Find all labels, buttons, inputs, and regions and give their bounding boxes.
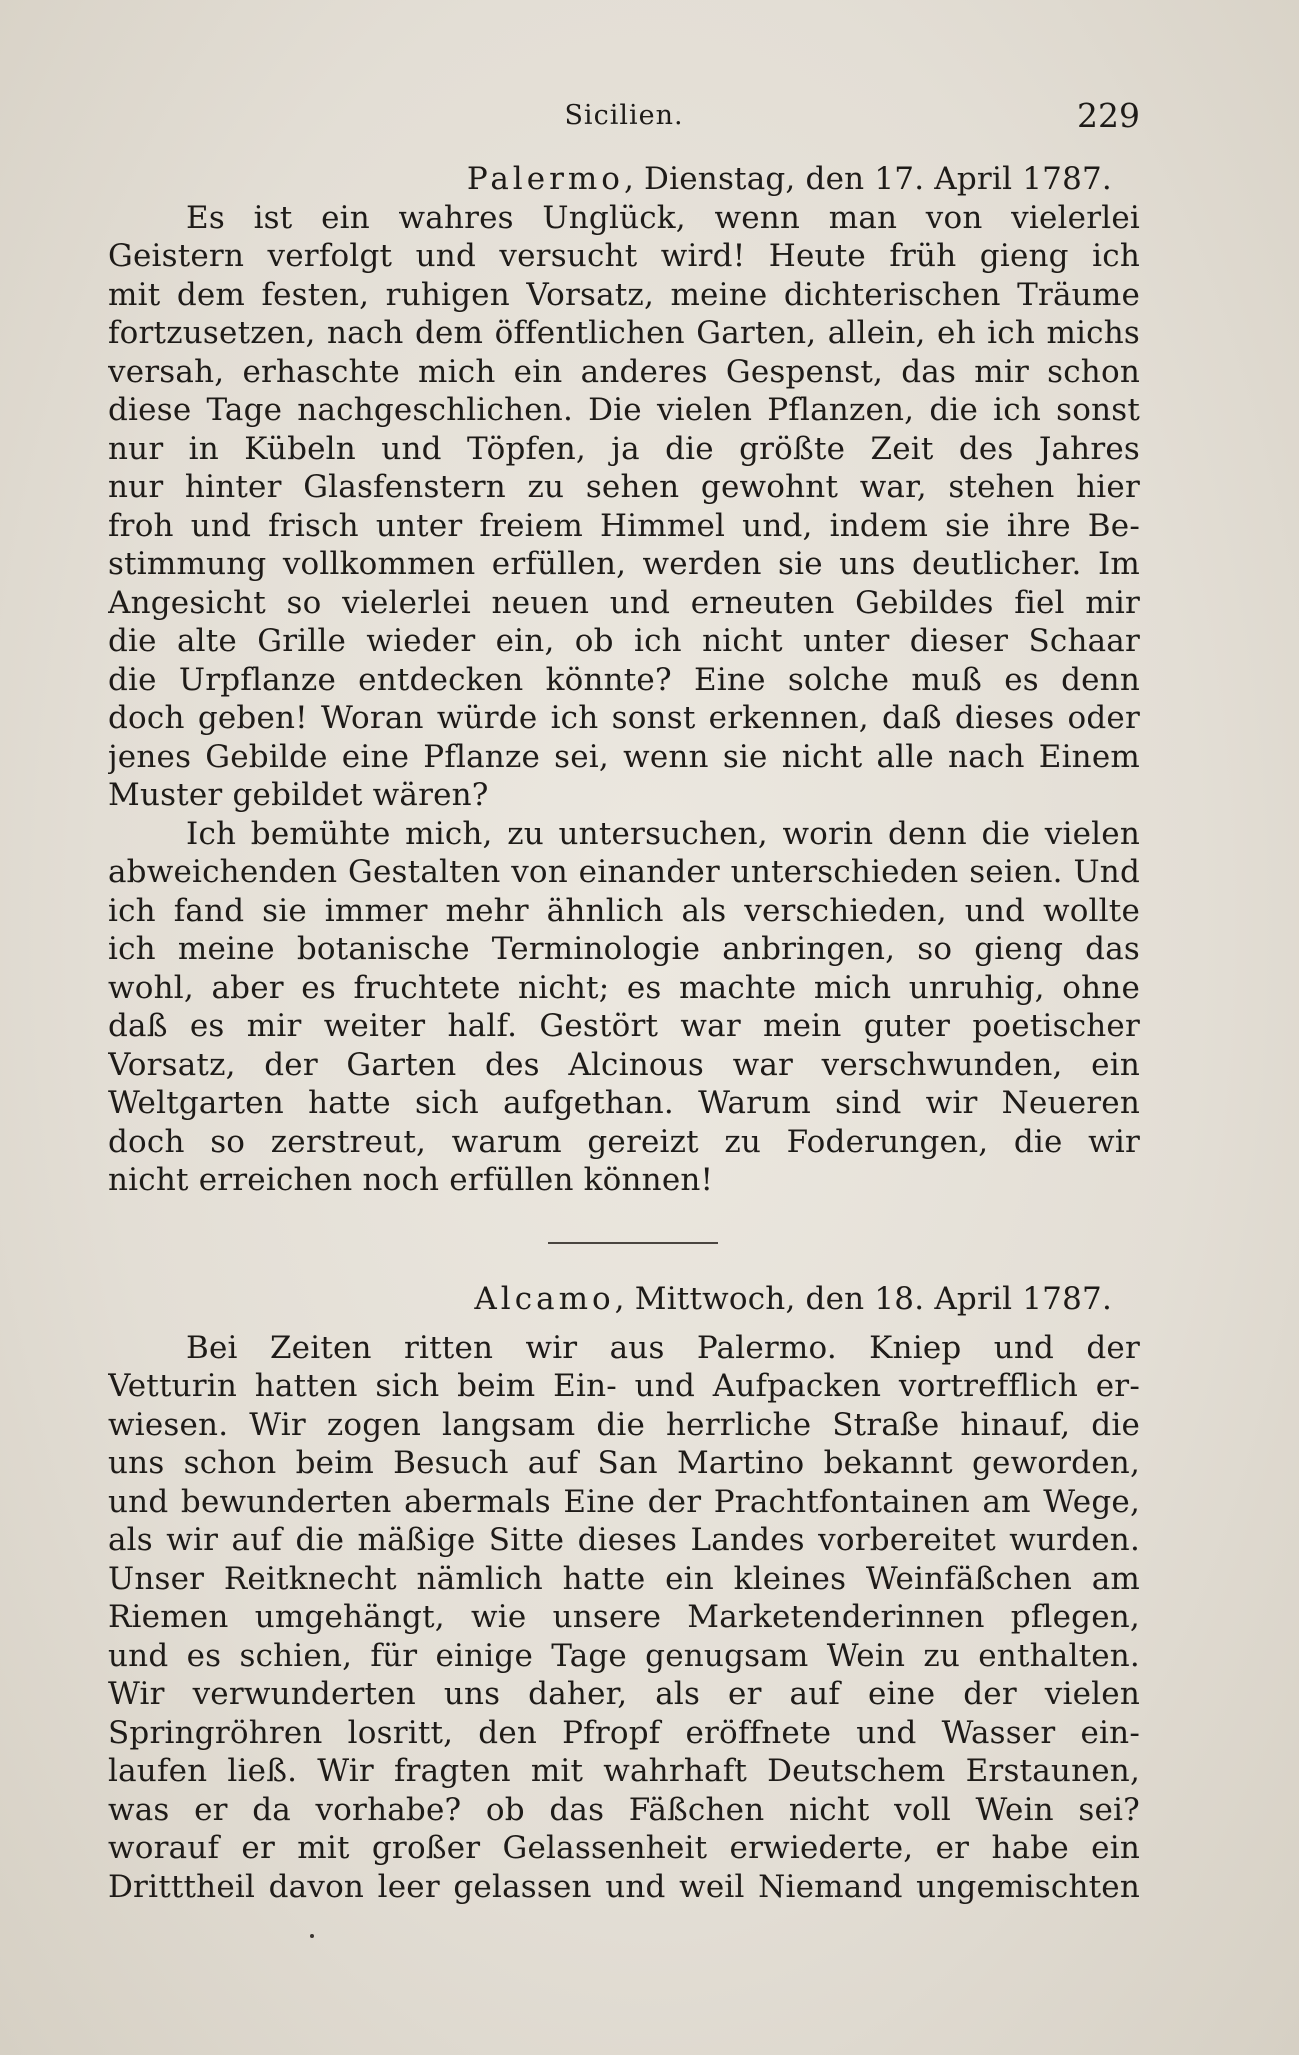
text-line: ich meine botanische Terminologie anbringen, so gieng das — [108, 931, 1140, 967]
text-line: und bewunderten abermals Eine der Prachtfontainen am Wege, — [108, 1483, 1140, 1520]
text-line: Wir verwunderten uns daher, als er auf eine der vielen — [108, 1676, 1140, 1712]
running-head: Sicilien. — [564, 100, 684, 131]
text-line: Bei Zeiten ritten wir aus Palermo. Kniep und der — [186, 1329, 1140, 1366]
text-line: worauf er mit großer Gelassenheit erwiederte, er habe ein — [108, 1830, 1140, 1866]
entry-alcamo — [108, 1280, 1140, 1906]
text-line: uns schon beim Besuch auf San Martino bekannt geworden, — [108, 1445, 1140, 1481]
text-line: Dritttheil davon leer gelassen und weil Niemand ungemischten — [108, 1868, 1140, 1905]
text-line: Angesicht so vielerlei neuen und erneuten Gebildes fiel mir — [108, 584, 1140, 621]
dateline-date: , Dienstag, den 17. April 1787. — [623, 161, 1112, 197]
text-line: versah, erhaschte mich ein anderes Gespenst, das mir schon — [108, 353, 1140, 390]
text-line: ich fand sie immer mehr ähnlich als verschieden, und wollte — [108, 892, 1140, 929]
text-line: Vetturin hatten sich beim Ein- und Aufpacken vortrefflich er- — [108, 1368, 1140, 1404]
text-line: Geistern verfolgt und versucht wird! Heute früh gieng ich — [108, 238, 1140, 274]
text-line: was er da vorhabe? ob das Fäßchen nicht voll Wein sei? — [108, 1791, 1140, 1828]
text-line: froh und frisch unter freiem Himmel und, indem sie ihre Be- — [108, 507, 1140, 544]
text-line: wohl, aber es fruchtete nicht; es machte mich unruhig, ohne — [108, 969, 1140, 1006]
text-line: Es ist ein wahres Unglück, wenn man von vielerlei — [186, 199, 1140, 236]
text-line: Muster gebildet wären? — [108, 777, 489, 813]
text-line: nur in Kübeln und Töpfen, ja die größte Zeit des Jahres — [108, 430, 1140, 467]
text-line: die Urpflanze entdecken könnte? Eine solche muß es denn — [108, 661, 1140, 698]
entry-palermo — [108, 160, 1140, 1200]
dateline-date: , Mittwoch, den 18. April 1787. — [614, 1281, 1112, 1317]
text-line: abweichenden Gestalten von einander unterschieden seien. Und — [108, 854, 1140, 890]
dateline-place: Alcamo — [474, 1281, 615, 1317]
text-line: wiesen. Wir zogen langsam die herrliche Straße hinauf, die — [108, 1406, 1140, 1443]
paragraph — [108, 815, 1140, 1200]
paragraph — [108, 199, 1140, 815]
text-line: nicht erreichen noch erfüllen können! — [108, 1162, 714, 1198]
text-line: diese Tage nachgeschlichen. Die vielen Pflanzen, die ich sonst — [108, 392, 1140, 428]
text-line: fortzusetzen, nach dem öffentlichen Garten, allein, eh ich michs — [108, 315, 1140, 351]
dateline — [108, 160, 1140, 199]
text-line: Springröhren losritt, den Pfropf eröffnete und Wasser ein- — [108, 1714, 1140, 1751]
text-line: laufen ließ. Wir fragten mit wahrhaft Deutschem Erstaunen, — [108, 1753, 1140, 1789]
text-line: Vorsatz, der Garten des Alcinous war verschwunden, ein — [108, 1046, 1140, 1083]
text-line: daß es mir weiter half. Gestört war mein guter poetischer — [108, 1008, 1140, 1044]
spacer — [108, 1319, 1140, 1329]
dateline-place: Palermo — [466, 161, 624, 197]
page-header — [108, 96, 1140, 136]
paragraph — [108, 1329, 1140, 1907]
dateline — [108, 1280, 1140, 1319]
text-line: stimmung vollkommen erfüllen, werden sie uns deutlicher. Im — [108, 546, 1140, 582]
text-line: Ich bemühte mich, zu untersuchen, worin denn die vielen — [186, 815, 1140, 852]
text-line: Riemen umgehängt, wie unsere Marketenderinnen pflegen, — [108, 1599, 1140, 1635]
text-line: Unser Reitknecht nämlich hatte ein kleines Weinfäßchen am — [108, 1560, 1140, 1597]
text-line: doch so zerstreut, warum gereizt zu Foderungen, die wir — [108, 1123, 1140, 1160]
page-number: 229 — [1077, 96, 1140, 135]
text-line: Weltgarten hatte sich aufgethan. Warum sind wir Neueren — [108, 1085, 1140, 1121]
text-line: die alte Grille wieder ein, ob ich nicht unter dieser Schaar — [108, 623, 1140, 659]
text-line: nur hinter Glasfenstern zu sehen gewohnt war, stehen hier — [108, 469, 1140, 505]
text-line: als wir auf die mäßige Sitte dieses Landes vorbereitet wurden. — [108, 1522, 1140, 1558]
section-divider — [548, 1242, 718, 1244]
paper-speck — [310, 1934, 314, 1938]
text-line: und es schien, für einige Tage genugsam Wein zu enthalten. — [108, 1637, 1140, 1674]
text-line: jenes Gebilde eine Pflanze sei, wenn sie nicht alle nach Einem — [108, 738, 1140, 775]
text-line: mit dem festen, ruhigen Vorsatz, meine dichterischen Träume — [108, 276, 1140, 313]
text-line: doch geben! Woran würde ich sonst erkennen, daß dieses oder — [108, 700, 1140, 736]
